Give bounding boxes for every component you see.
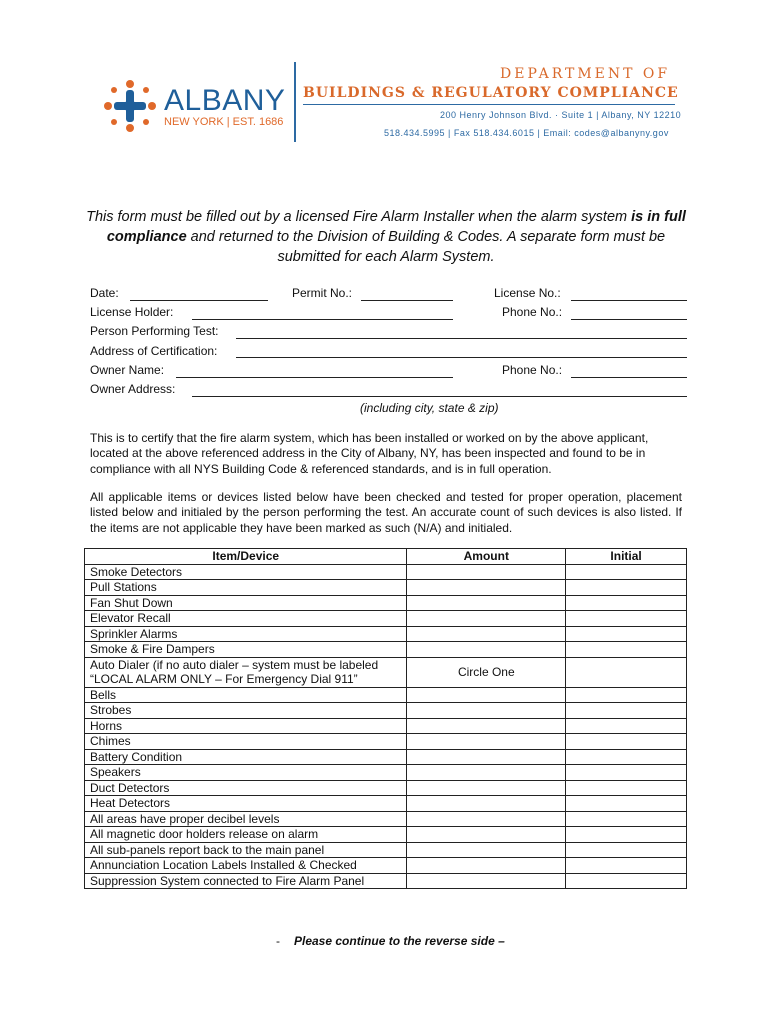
table-row <box>85 811 687 827</box>
phone-label-2: Phone No.: <box>502 363 563 377</box>
amount-cell[interactable] <box>407 595 566 611</box>
date-label: Date: <box>90 286 119 300</box>
phone-field-1[interactable] <box>571 319 687 320</box>
amount-cell[interactable] <box>407 580 566 596</box>
items-paragraph: All applicable items or devices listed below have been checked and tested for proper operation, placement listed below and initialed by the person performing the test. An accurate count of such devices is also listed. If the items are not applicable they have been marked as such (N/A) and initialed. <box>90 490 682 535</box>
initial-cell[interactable] <box>566 811 687 827</box>
department-contact: 518.434.5995 | Fax 518.434.6015 | Email: codes@albanyny.gov <box>384 128 669 138</box>
owner-address-label: Owner Address: <box>90 382 176 396</box>
initial-cell[interactable] <box>566 827 687 843</box>
initial-cell[interactable] <box>566 734 687 750</box>
device-checklist-table <box>84 548 687 889</box>
form-instructions <box>86 207 686 267</box>
albany-logo-icon <box>100 76 160 136</box>
amount-cell[interactable] <box>407 687 566 703</box>
amount-cell[interactable] <box>407 827 566 843</box>
initial-cell[interactable] <box>566 749 687 765</box>
item-label: Strobes <box>85 703 407 719</box>
department-title-line1: DEPARTMENT OF <box>500 66 671 82</box>
table-row <box>85 580 687 596</box>
item-label: Pull Stations <box>85 580 407 596</box>
table-row <box>85 765 687 781</box>
person-test-label: Person Performing Test: <box>90 324 219 338</box>
amount-cell[interactable] <box>407 749 566 765</box>
item-device-header: Item/Device <box>85 549 407 565</box>
item-label: Speakers <box>85 765 407 781</box>
amount-cell[interactable] <box>407 796 566 812</box>
phone-field-2[interactable] <box>571 377 687 378</box>
department-address: 200 Henry Johnson Blvd. · Suite 1 | Albany, NY 12210 <box>440 110 682 120</box>
owner-name-label: Owner Name: <box>90 363 165 377</box>
amount-cell[interactable] <box>407 842 566 858</box>
amount-cell[interactable] <box>407 765 566 781</box>
instructions-part2: and returned to the Division of Building & Codes. A separate form must be submitted for each Alarm System. <box>186 229 666 265</box>
item-label: Heat Detectors <box>85 796 407 812</box>
license-holder-label: License Holder: <box>90 305 174 319</box>
initial-cell[interactable] <box>566 626 687 642</box>
table-row <box>85 657 687 687</box>
initial-cell[interactable] <box>566 657 687 687</box>
initial-cell[interactable] <box>566 718 687 734</box>
amount-cell[interactable] <box>407 734 566 750</box>
item-label: Chimes <box>85 734 407 750</box>
item-label: Horns <box>85 718 407 734</box>
logo-wordmark: ALBANY <box>164 84 286 117</box>
initial-cell[interactable] <box>566 642 687 658</box>
department-title-line2: BUILDINGS & REGULATORY COMPLIANCE <box>303 85 679 101</box>
item-label: Smoke Detectors <box>85 564 407 580</box>
item-label: Battery Condition <box>85 749 407 765</box>
amount-cell[interactable] <box>407 811 566 827</box>
amount-cell[interactable] <box>407 780 566 796</box>
header-divider <box>294 62 296 142</box>
table-row <box>85 873 687 889</box>
table-row <box>85 749 687 765</box>
table-row <box>85 642 687 658</box>
table-header-row <box>85 549 687 565</box>
initial-cell[interactable] <box>566 796 687 812</box>
item-label: Sprinkler Alarms <box>85 626 407 642</box>
item-label: Annunciation Location Labels Installed & Checked <box>85 858 407 874</box>
item-label: Duct Detectors <box>85 780 407 796</box>
item-label: Suppression System connected to Fire Alarm Panel <box>85 873 407 889</box>
item-label: Fan Shut Down <box>85 595 407 611</box>
license-no-label: License No.: <box>494 286 561 300</box>
initial-cell[interactable] <box>566 842 687 858</box>
initial-cell[interactable] <box>566 580 687 596</box>
amount-cell[interactable] <box>407 703 566 719</box>
table-row <box>85 796 687 812</box>
item-label: Elevator Recall <box>85 611 407 627</box>
table-row <box>85 734 687 750</box>
initial-header: Initial <box>566 549 687 565</box>
auto-dialer-line2: “LOCAL ALARM ONLY – For Emergency Dial 911” <box>90 672 358 686</box>
table-row <box>85 703 687 719</box>
phone-label-1: Phone No.: <box>502 305 563 319</box>
initial-cell[interactable] <box>566 595 687 611</box>
table-row <box>85 687 687 703</box>
continue-notice <box>276 934 505 948</box>
date-field[interactable] <box>130 300 268 301</box>
item-label: Bells <box>85 687 407 703</box>
initial-cell[interactable] <box>566 858 687 874</box>
initial-cell[interactable] <box>566 564 687 580</box>
initial-cell[interactable] <box>566 873 687 889</box>
amount-cell[interactable] <box>407 564 566 580</box>
table-row <box>85 611 687 627</box>
table-row <box>85 827 687 843</box>
initial-cell[interactable] <box>566 765 687 781</box>
item-label-auto-dialer <box>85 657 407 687</box>
amount-header: Amount <box>407 549 566 565</box>
amount-cell[interactable] <box>407 718 566 734</box>
footer-dash: - <box>276 934 280 948</box>
owner-name-field[interactable] <box>176 377 453 378</box>
address-cert-field[interactable] <box>236 357 687 358</box>
item-label: Smoke & Fire Dampers <box>85 642 407 658</box>
table-row <box>85 780 687 796</box>
owner-address-field[interactable] <box>192 396 687 397</box>
amount-cell[interactable] <box>407 858 566 874</box>
instructions-part1: This form must be filled out by a licensed Fire Alarm Installer when the alarm system <box>86 209 632 225</box>
person-test-field[interactable] <box>236 338 687 339</box>
circle-one-cell[interactable]: Circle One <box>407 657 566 687</box>
initial-cell[interactable] <box>566 780 687 796</box>
table-row <box>85 626 687 642</box>
item-label: All magnetic door holders release on alarm <box>85 827 407 843</box>
permit-field[interactable] <box>361 300 453 301</box>
instructions-emphasis: is in full compliance <box>106 209 686 245</box>
item-label: All sub-panels report back to the main panel <box>85 842 407 858</box>
permit-label: Permit No.: <box>292 286 353 300</box>
amount-cell[interactable] <box>407 642 566 658</box>
initial-cell[interactable] <box>566 611 687 627</box>
table-row <box>85 564 687 580</box>
address-cert-label: Address of Certification: <box>90 344 218 358</box>
table-row <box>85 718 687 734</box>
amount-cell[interactable] <box>407 873 566 889</box>
license-holder-field[interactable] <box>192 319 453 320</box>
logo-subtitle: NEW YORK | EST. 1686 <box>164 116 284 128</box>
table-row <box>85 595 687 611</box>
amount-cell[interactable] <box>407 611 566 627</box>
header-rule <box>303 104 675 105</box>
item-label: All areas have proper decibel levels <box>85 811 407 827</box>
initial-cell[interactable] <box>566 703 687 719</box>
initial-cell[interactable] <box>566 687 687 703</box>
table-row <box>85 842 687 858</box>
table-row <box>85 858 687 874</box>
certification-paragraph: This is to certify that the fire alarm system, which has been installed or worked on by the above applicant, located at the above referenced address in the City of Albany, NY, has been inspected and found to be in compliance with all NYS Building Code & referenced standards, and is in full operation. <box>90 431 649 476</box>
amount-cell[interactable] <box>407 626 566 642</box>
license-no-field[interactable] <box>571 300 687 301</box>
auto-dialer-line1: Auto Dialer (if no auto dialer – system must be labeled <box>90 657 379 672</box>
footer-text: Please continue to the reverse side – <box>294 934 505 948</box>
address-note: (including city, state & zip) <box>360 401 499 415</box>
